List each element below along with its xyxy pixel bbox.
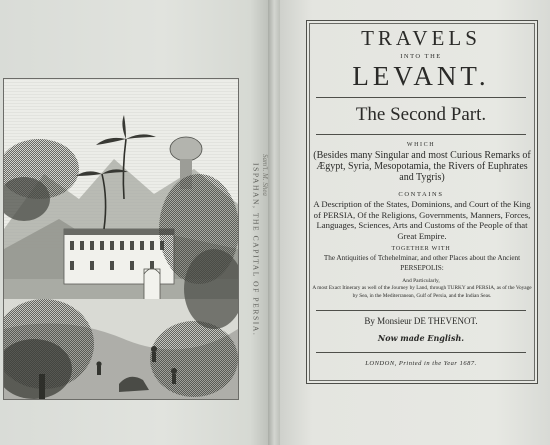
- ispahan-engraving-illustration: [4, 79, 238, 399]
- handwritten-signature: [258, 130, 272, 220]
- imprint-line: LONDON, Printed in the Year 1687.: [365, 360, 477, 367]
- made-english-line: Now made English.: [377, 333, 465, 343]
- title-rule-middle: [316, 134, 526, 135]
- handwritten-signature-text: Sam'l. M. Shea: [261, 154, 269, 196]
- title-rule-imprint: [316, 352, 526, 353]
- antiquities-text: The Antiquities of Tchehelminar, and other Places about the Ancient PERSEPOLIS:: [323, 254, 521, 272]
- label-together-with: TOGETHER WITH: [391, 246, 451, 252]
- title-rule-top: [316, 97, 526, 98]
- title-travels: TRAVELS: [361, 26, 481, 50]
- besides-remarks-text: (Besides many Singular and most Curious Remarks of Ægypt, Syria, Mesopotamia, the Rivers of Euphrates and Tygris): [313, 150, 531, 183]
- itinerary-text: A most Exact Itinerary as well of the Journey by Land, through TURKY and PERSIA, as of the Voyage by Sea, in the Mediterranean, Gulf of Persia, and the Indian Seas.: [312, 285, 532, 299]
- plate-caption-text: ISPAHAN, THE CAPITAL OF PERSIA.: [251, 163, 261, 337]
- label-which: WHICH: [406, 142, 436, 148]
- label-contains: CONTAINS: [398, 191, 444, 198]
- author-line: By Monsieur DE THEVENOT.: [364, 316, 478, 326]
- subtitle-second-part: The Second Part.: [355, 104, 487, 125]
- description-text: A Description of the States, Dominions, and Court of the King of PERSIA, Of the Religions, Governments, Manners, Forces, Languages, Sciences, Arts and Customs of the People of that Great Empire.: [313, 199, 531, 241]
- title-into-the: INTO THE: [400, 53, 442, 60]
- engraved-plate: [3, 78, 239, 400]
- title-rule-author: [316, 310, 526, 311]
- title-levant: LEVANT.: [352, 61, 490, 91]
- label-particularly: And Particularly,: [402, 278, 440, 284]
